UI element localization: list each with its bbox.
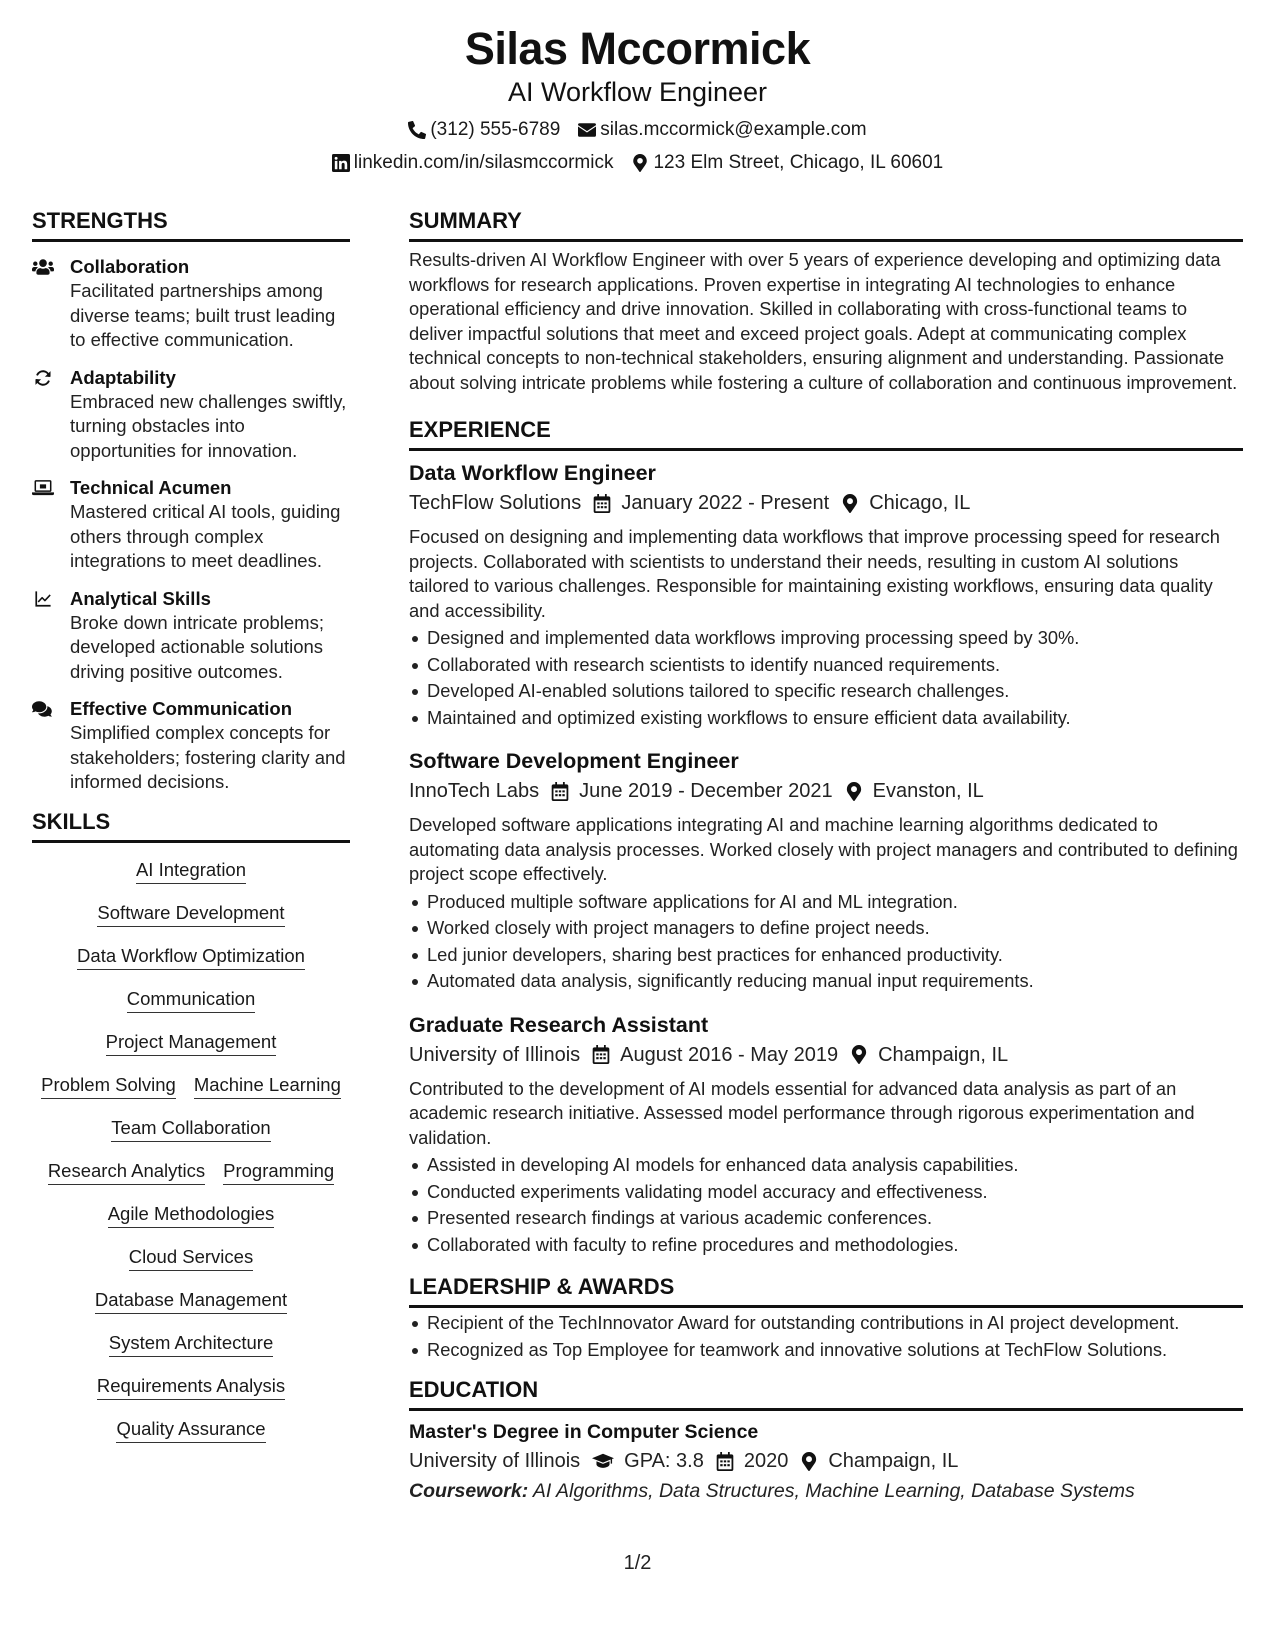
job-entry [409, 747, 1243, 995]
job-bullet: Maintained and optimized existing workflows to ensure efficient data availability. [409, 705, 1243, 732]
job-meta [409, 777, 1243, 805]
summary-heading: SUMMARY [409, 206, 1243, 242]
phone-text: (312) 555-6789 [430, 119, 561, 140]
job-dates: August 2016 - May 2019 [620, 1043, 839, 1066]
job-entry [409, 1011, 1243, 1259]
job-company: University of Illinois [409, 1043, 581, 1066]
job-bullet: Assisted in developing AI models for enhanced data analysis capabilities. [409, 1152, 1243, 1179]
page-number: 1/2 [623, 1552, 652, 1574]
job-description: Developed software applications integrating AI and machine learning algorithms dedicated to automating data analysis processes. Worked closely with project managers and contributed to defining project scope effectively. [409, 814, 1238, 884]
skill-tag: Programming [223, 1158, 334, 1185]
linkedin-text: linkedin.com/in/silasmccormick [353, 152, 614, 173]
job-entry [409, 459, 1243, 731]
experience-heading: EXPERIENCE [409, 415, 1243, 451]
calendar-icon [593, 494, 611, 513]
job-location: Chicago, IL [869, 492, 971, 514]
education-year: 2020 [743, 1450, 789, 1472]
address-contact [631, 151, 943, 175]
map-pin-icon [800, 1452, 818, 1471]
job-location: Evanston, IL [872, 780, 984, 802]
education-location: Champaign, IL [828, 1450, 959, 1472]
skills-heading: SKILLS [32, 807, 350, 843]
job-bullet: Produced multiple software applications for AI and ML integration. [409, 889, 1243, 916]
job-location: Champaign, IL [878, 1043, 1009, 1066]
strength-desc: Simplified complex concepts for stakeholders; fostering clarity and informed decisions. [70, 722, 346, 792]
strength-item [32, 586, 350, 685]
map-pin-icon [850, 1045, 868, 1064]
job-bullet: Automated data analysis, significantly reducing manual input requirements. [409, 968, 1243, 995]
job-bullet: Collaborated with research scientists to identify nuanced requirements. [409, 652, 1243, 679]
education-degree: Master's Degree in Computer Science [409, 1421, 759, 1443]
strength-title: Adaptability [70, 366, 176, 388]
laptop-icon [32, 479, 54, 497]
job-description: Contributed to the development of AI models essential for advanced data analysis as part of an academic research initiative. Assessed model performance through rigorous experimentation and validation. [409, 1077, 1195, 1148]
education-coursework [409, 1477, 1243, 1505]
map-pin-icon [841, 494, 859, 513]
map-pin-icon [631, 154, 649, 172]
education-school: University of Illinois [409, 1450, 581, 1472]
comments-icon [32, 700, 54, 718]
job-bullets [409, 1152, 1243, 1258]
strength-item [32, 254, 350, 353]
linkedin-contact[interactable] [332, 151, 614, 175]
job-title: AI Workflow Engineer [507, 77, 768, 107]
leadership-item: Recipient of the TechInnovator Award for outstanding contributions in AI project development. [409, 1310, 1243, 1337]
calendar-icon [716, 1452, 734, 1471]
skills-list [32, 857, 350, 1459]
right-column [409, 206, 1243, 1505]
strength-item [32, 696, 350, 795]
job-meta [409, 1041, 1243, 1069]
education-heading: EDUCATION [409, 1375, 1243, 1411]
job-description: Focused on designing and implementing data workflows that improve processing speed for research projects. Collaborated with scientists to understand their needs, resulting in custom AI solutions tailored to various challenges. Responsible for maintaining existing workflows, ensuring data quality and accessibility. [409, 526, 1220, 621]
skill-tag: Machine Learning [194, 1072, 341, 1099]
map-pin-icon [845, 782, 863, 801]
skill-tag: System Architecture [109, 1330, 274, 1357]
strengths-heading: STRENGTHS [32, 206, 350, 242]
skill-tag: Communication [127, 986, 256, 1013]
refresh-icon [32, 369, 54, 387]
users-icon [32, 258, 54, 276]
skill-tag: Project Management [106, 1029, 277, 1056]
graduation-cap-icon [592, 1452, 614, 1471]
education-gpa: GPA: 3.8 [624, 1450, 704, 1472]
job-bullet: Worked closely with project managers to define project needs. [409, 915, 1243, 942]
phone-contact [408, 118, 560, 142]
job-role: Software Development Engineer [409, 749, 739, 773]
strength-title: Technical Acumen [70, 477, 232, 498]
job-bullets [409, 625, 1243, 731]
linkedin-icon [332, 154, 350, 172]
job-company: InnoTech Labs [409, 780, 540, 802]
leadership-heading: LEADERSHIP & AWARDS [409, 1272, 1243, 1308]
skill-tag: Requirements Analysis [97, 1373, 285, 1400]
skill-tag: Agile Methodologies [108, 1201, 275, 1228]
skill-tag: Team Collaboration [111, 1115, 270, 1142]
phone-icon [408, 121, 426, 139]
leadership-item: Recognized as Top Employee for teamwork and innovative solutions at TechFlow Solutions. [409, 1337, 1243, 1364]
job-bullets [409, 889, 1243, 995]
strength-item [32, 475, 350, 574]
email-text: silas.mccormick@example.com [600, 119, 867, 140]
email-contact[interactable] [578, 118, 866, 142]
job-bullet: Developed AI-enabled solutions tailored to specific research challenges. [409, 678, 1243, 705]
education-meta [409, 1447, 1243, 1475]
skill-tag: Research Analytics [48, 1158, 205, 1185]
skill-tag: Data Workflow Optimization [77, 943, 305, 970]
job-company: TechFlow Solutions [409, 492, 582, 514]
summary-text: Results-driven AI Workflow Engineer with over 5 years of experience developing and optimizing data workflows for research applications. Proven expertise in integrating AI technologies to enhance operational efficiency and drive innovation. Skilled in collaborating with cross-functional teams to deliver impactful solutions that meet and exceed project goals. Adept at communicating complex technical concepts to non-technical stakeholders, ensuring alignment and understanding. Passionate about solving intricate problems while fostering a culture of collaboration and continuous improvement. [409, 249, 1238, 393]
job-role: Graduate Research Assistant [409, 1012, 709, 1037]
coursework-list: AI Algorithms, Data Structures, Machine Learning, Database Systems [532, 1480, 1135, 1502]
envelope-icon [578, 121, 596, 139]
job-dates: June 2019 - December 2021 [579, 780, 833, 802]
contact-row-secondary [0, 151, 1275, 175]
calendar-icon [551, 782, 569, 801]
job-role: Data Workflow Engineer [409, 461, 656, 485]
strength-desc: Facilitated partnerships among diverse teams; built trust leading to effective communication. [70, 280, 336, 350]
chart-line-icon [32, 590, 54, 608]
job-meta [409, 489, 1243, 517]
job-bullet: Conducted experiments validating model accuracy and effectiveness. [409, 1179, 1243, 1206]
strength-desc: Broke down intricate problems; developed actionable solutions driving positive outcomes. [70, 611, 324, 682]
strength-title: Collaboration [70, 256, 190, 277]
skill-tag: Problem Solving [41, 1072, 176, 1099]
leadership-list [409, 1310, 1243, 1363]
candidate-name: Silas Mccormick [464, 23, 811, 74]
job-bullet: Designed and implemented data workflows improving processing speed by 30%. [409, 625, 1243, 652]
strength-desc: Embraced new challenges swiftly, turning obstacles into opportunities for innovation. [70, 390, 347, 461]
strengths-list [32, 254, 350, 795]
skill-tag: Database Management [95, 1287, 287, 1314]
skill-tag: Software Development [97, 900, 284, 927]
job-bullet: Presented research findings at various academic conferences. [409, 1205, 1243, 1232]
skill-tag: Cloud Services [129, 1244, 253, 1271]
contact-row-primary [0, 118, 1275, 142]
strength-desc: Mastered critical AI tools, guiding others through complex integrations to meet deadlines. [70, 501, 341, 571]
left-column [32, 206, 350, 1459]
calendar-icon [592, 1045, 610, 1064]
strength-title: Analytical Skills [70, 587, 211, 609]
skill-tag: AI Integration [136, 857, 246, 884]
address-text: 123 Elm Street, Chicago, IL 60601 [653, 152, 944, 173]
strength-title: Effective Communication [70, 698, 293, 719]
skill-tag: Quality Assurance [116, 1416, 265, 1443]
job-bullet: Led junior developers, sharing best practices for enhanced productivity. [409, 942, 1243, 969]
coursework-label: Coursework: [409, 1480, 529, 1502]
job-dates: January 2022 - Present [621, 492, 830, 514]
job-bullet: Collaborated with faculty to refine procedures and methodologies. [409, 1232, 1243, 1259]
strength-item [32, 365, 350, 464]
resume-header [0, 20, 1275, 175]
